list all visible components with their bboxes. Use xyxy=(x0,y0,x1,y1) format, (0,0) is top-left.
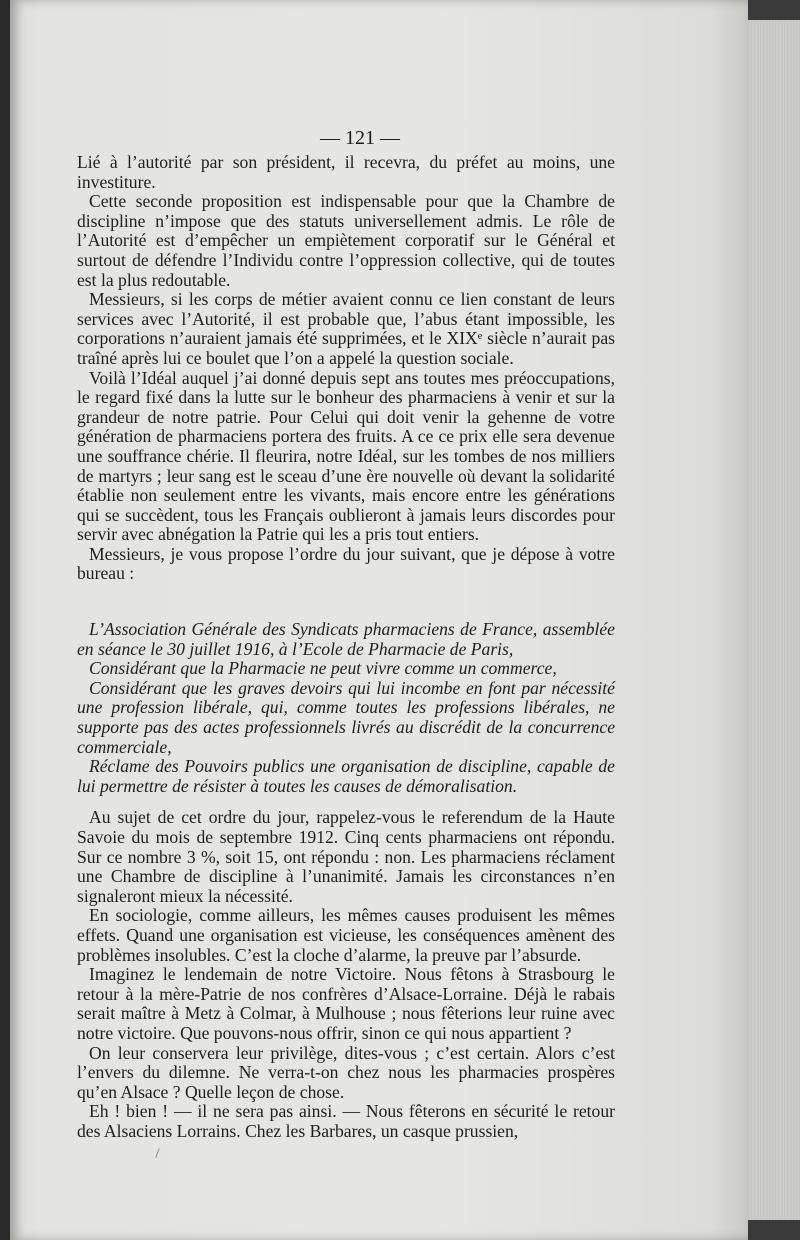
paragraph: On leur conservera leur privilège, dites-vous ; c’est certain. Alors c’est l’envers du dilemne. Ne verra-t-on chez nous les pharmacies prospères qu’en Alsace ? Quelle leçon de chose. xyxy=(77,1042,615,1102)
paragraph: Lié à l’autorité par son président, il recevra, du préfet au moins, une investiture. xyxy=(77,152,615,192)
paragraph: En sociologie, comme ailleurs, les mêmes causes produisent les mêmes effets. Quand une organisation est vicieuse, les conséquences amènent des problèmes insolubles. C’est la cloche d’alarme, la preuve par l’absurde. xyxy=(77,905,615,965)
paragraph: Messieurs, je vous propose l’ordre du jour suivant, que je dépose à votre bureau : xyxy=(77,543,615,584)
page-edges xyxy=(748,20,800,1220)
resolution-paragraph: Considérant que la Pharmacie ne peut vivre comme un commerce, xyxy=(89,658,557,679)
resolution-paragraph: L’Association Générale des Syndicats pharmaciens de France, assemblée en séance le 30 juillet 1916, à l’Ecole de Pharmacie de Paris, xyxy=(77,619,615,659)
page-body-text xyxy=(77,153,615,1142)
resolution-paragraph: Réclame des Pouvoirs publics une organisation de discipline, capable de lui permettre de résister à toutes les causes de démoralisation. xyxy=(77,756,615,796)
page-number: — 121 — xyxy=(320,127,400,149)
paragraph: Cette seconde proposition est indispensable pour que la Chambre de discipline n’impose que des statuts universellement admis. Le rôle de l’Autorité est d’empêcher un empiètement corporatif sur le Général et surtout de défendre l’Individu contre l’oppression collective, qui de toutes est la plus redoutable. xyxy=(77,191,615,290)
resolution-paragraph: Considérant que les graves devoirs qui lui incombe en font par nécessité une profession libérale, qui, comme toutes les professions libérales, ne supporte pas des actes professionnels livrés au discrédit de la concurrence commerciale, xyxy=(77,677,615,757)
book-gutter-shadow xyxy=(0,0,10,1240)
paragraph: Eh ! bien ! — il ne sera pas ainsi. — Nous fêterons en sécurité le retour des Alsaciens Lorrains. Chez les Barbares, un casque prussien, xyxy=(77,1101,615,1141)
paragraph: Messieurs, si les corps de métier avaient connu ce lien constant de leurs services avec l’Autorité, il est probable que, l’abus étant impossible, les corporations n’auraient jamais été supprimées, et le XIXᵉ siècle n’aurait pas traîné après lui ce boulet que l’on a appelé la question sociale. xyxy=(77,289,615,368)
paragraph: Au sujet de cet ordre du jour, rappelez-vous le referendum de la Haute Savoie du mois de septembre 1912. Cinq cents pharmaciens ont répondu. Sur ce nombre 3 %, soit 15, ont répondu : non. Les pharmaciens réclament une Chambre de discipline à l’unanimité. Jamais les circonstances n’en signaleront mieux la nécessité. xyxy=(77,807,615,906)
paragraph: Voilà l’Idéal auquel j’ai donné depuis sept ans toutes mes préoccupations, le regard fixé dans la lutte sur le bonheur des pharmaciens à venir et sur la grandeur de notre patrie. Pour Celui qui doit venir la gehenne de votre génération de pharmaciens portera des fruits. A ce ce prix elle sera devenue une souffrance chérie. Il fleurira, notre Idéal, sur les tombes de nos milliers de martyrs ; leur sang est le sceau d’une ère nouvelle où devant la solidarité établie non seulement entre les vivants, mais encore entre les générations qui se succèdent, tous les Français oublieront à jamais leurs discordes pour servir avec abnégation la Patrie qui les a pris tout entiers. xyxy=(77,367,615,545)
paragraph: Imaginez le lendemain de notre Victoire. Nous fêtons à Strasbourg le retour à la mère-Patrie de nos confrères d’Alsace-Lorraine. Déjà le rabais serait maître à Metz à Colmar, à Mulhouse ; nous fêterions leur ruine avec notre victoire. Que pouvons-nous offrir, sinon ce qui nous appartient ? xyxy=(77,964,615,1043)
